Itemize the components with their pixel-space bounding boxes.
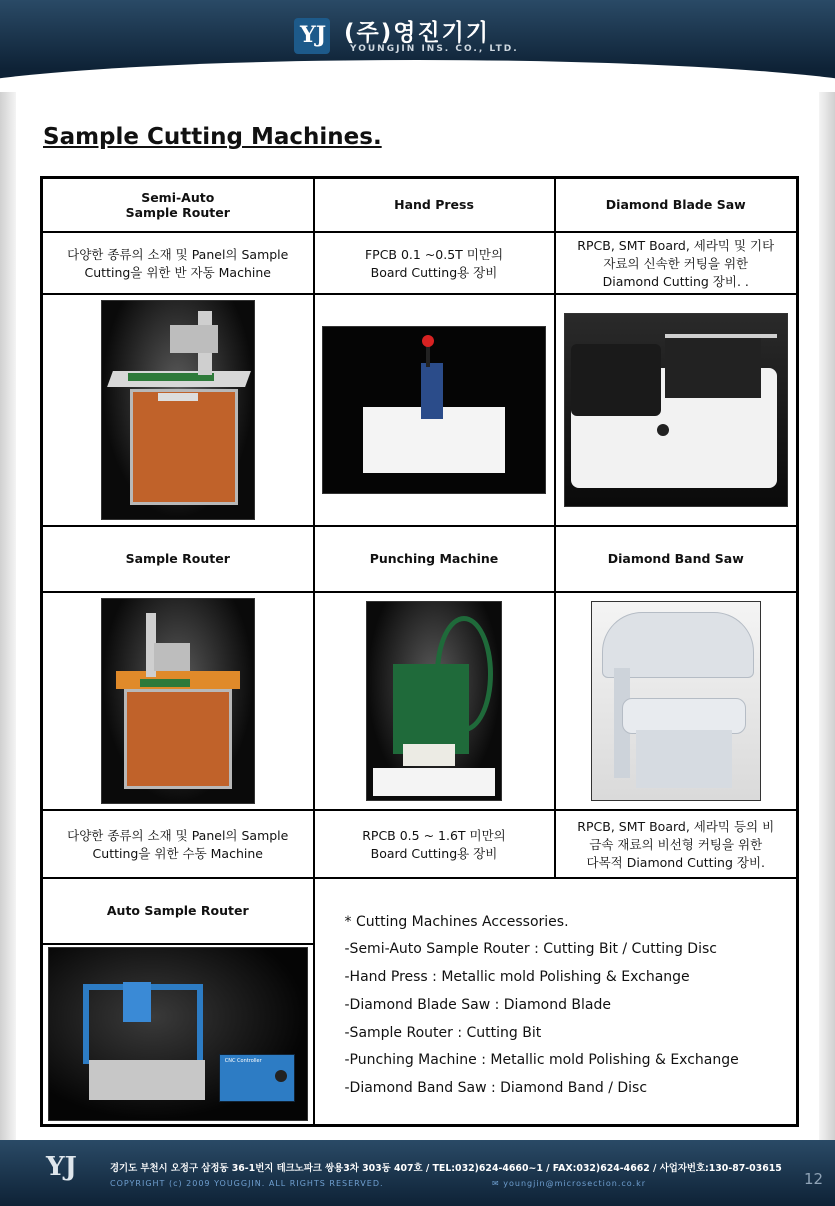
accessory-item: -Hand Press : Metallic mold Polishing & Exchange xyxy=(344,969,690,986)
hand-press-photo xyxy=(322,326,546,494)
photo-cell-hand-press xyxy=(314,294,555,526)
page-title: Sample Cutting Machines. xyxy=(43,124,382,150)
footer-copyright: COPYRIGHT (c) 2009 YOUGGJIN. ALL RIGHTS RESERVED. xyxy=(110,1179,384,1188)
footer-email[interactable] xyxy=(492,1179,646,1188)
photo-cell-sample-router xyxy=(42,592,314,810)
machine-desc-hand-press: FPCB 0.1 ~0.5T 미만의 Board Cutting용 장비 xyxy=(314,232,555,294)
mail-icon: ✉ xyxy=(492,1179,504,1188)
semi-auto-router-photo xyxy=(101,300,255,520)
cnc-controller-label: CNC Controller xyxy=(224,1058,262,1065)
diamond-blade-saw-photo xyxy=(564,313,788,507)
photo-cell-diamond-blade-saw xyxy=(555,294,798,526)
accessory-item: -Sample Router : Cutting Bit xyxy=(344,1024,542,1041)
accessory-item: -Semi-Auto Sample Router : Cutting Bit / Cutting Disc xyxy=(344,941,717,958)
machine-name-auto-sample-router: Auto Sample Router xyxy=(42,878,314,944)
auto-sample-router-photo xyxy=(48,947,308,1121)
machine-name-diamond-band-saw: Diamond Band Saw xyxy=(555,526,798,592)
machine-desc-diamond-band-saw: RPCB, SMT Board, 세라믹 등의 비 금속 재료의 비선형 커팅을 위한 다목적 Diamond Cutting 장비. xyxy=(555,810,798,878)
sample-router-photo xyxy=(101,598,255,804)
machine-desc-semi-auto-router: 다양한 종류의 소재 및 Panel의 Sample Cutting을 위한 반 자동 Machine xyxy=(42,232,314,294)
accessory-item: -Punching Machine : Metallic mold Polishing & Exchange xyxy=(344,1052,739,1069)
photo-cell-semi-auto-router xyxy=(42,294,314,526)
machine-desc-punching-machine: RPCB 0.5 ~ 1.6T 미만의 Board Cutting용 장비 xyxy=(314,810,555,878)
photo-cell-diamond-band-saw xyxy=(555,592,798,810)
machine-name-diamond-blade-saw: Diamond Blade Saw xyxy=(555,178,798,232)
diamond-band-saw-photo xyxy=(591,601,761,801)
company-name-korean: (주)영진기기 xyxy=(344,20,491,46)
machine-name-semi-auto-router: Semi-Auto Sample Router xyxy=(42,178,314,232)
right-border-strip xyxy=(819,92,835,1140)
footer-address: 경기도 부천시 오정구 삼정동 36-1번지 테크노파크 쌍용3차 303동 407호 / TEL:032)624-4660~1 / FAX:032)624-4662 / 사업자번호:130-87-03615 xyxy=(110,1163,782,1174)
footer-email-text: youngjin@microsection.co.kr xyxy=(503,1179,647,1188)
accessories-heading: * Cutting Machines Accessories. xyxy=(344,913,569,930)
accessories-panel xyxy=(314,878,798,1126)
machine-name-punching-machine: Punching Machine xyxy=(314,526,555,592)
company-name-english: YOUNGJIN INS. CO., LTD. xyxy=(350,44,519,54)
machine-name-hand-press: Hand Press xyxy=(314,178,555,232)
left-border-strip xyxy=(0,92,16,1140)
punching-machine-photo xyxy=(366,601,502,801)
accessory-item: -Diamond Blade Saw : Diamond Blade xyxy=(344,996,612,1013)
machine-desc-sample-router: 다양한 종류의 소재 및 Panel의 Sample Cutting을 위한 수동 Machine xyxy=(42,810,314,878)
machine-desc-diamond-blade-saw: RPCB, SMT Board, 세라믹 및 기타 자료의 신속한 커팅을 위한 Diamond Cutting 장비. . xyxy=(555,232,798,294)
accessory-item: -Diamond Band Saw : Diamond Band / Disc xyxy=(344,1080,648,1097)
machines-table xyxy=(40,176,799,1127)
photo-cell-auto-sample-router xyxy=(42,944,314,1126)
photo-cell-punching-machine xyxy=(314,592,555,810)
company-logo-letter: YJ xyxy=(300,22,327,48)
page-number: 12 xyxy=(804,1170,824,1188)
machine-name-sample-router: Sample Router xyxy=(42,526,314,592)
footer-logo: YJ xyxy=(46,1152,77,1182)
